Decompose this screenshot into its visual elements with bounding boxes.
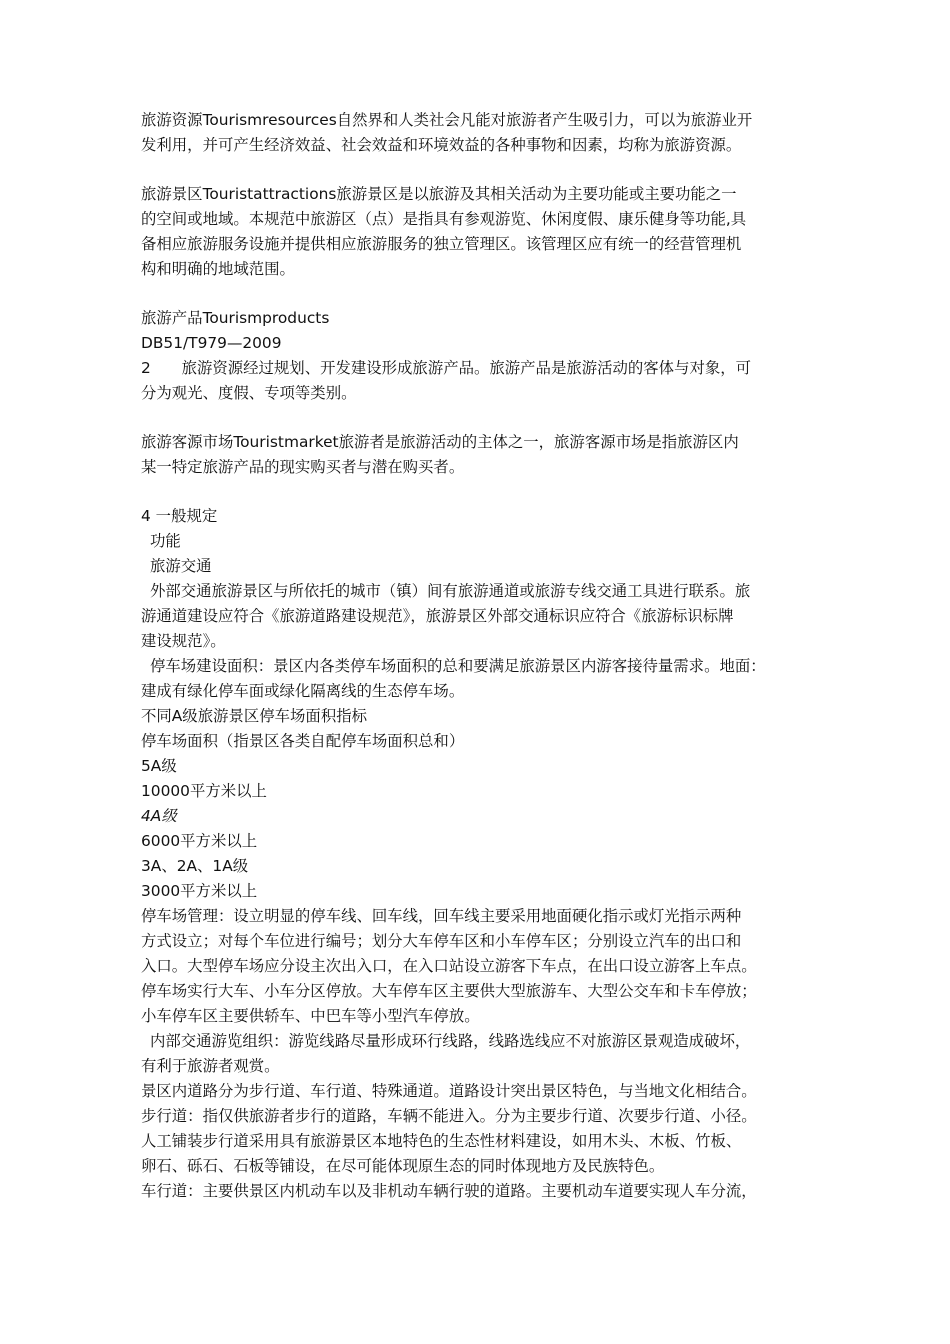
- table-cell-area: 6000平方米以上: [141, 832, 258, 850]
- table-cell-area: 3000平方米以上: [141, 882, 258, 900]
- text-line: 旅游资源Tourismresources自然界和人类社会凡能对旅游者产生吸引力，可以为旅游业开: [141, 111, 753, 129]
- table-header: 停车场面积（指景区各类自配停车场面积总和）: [141, 732, 465, 750]
- paragraph-tourist-market: [141, 430, 831, 480]
- text-line: 的空间或地域。本规范中旅游区（点）是指具有参观游览、休闲度假、康乐健身等功能,具: [141, 210, 747, 228]
- text-line: 2 旅游资源经过规划、开发建设形成旅游产品。旅游产品是旅游活动的客体与对象，可: [141, 359, 752, 377]
- paragraph-tourism-products: [141, 306, 831, 406]
- text-line: 旅游产品Tourismproducts: [141, 309, 330, 327]
- section-general-rules: [141, 504, 831, 1204]
- subheading-function: 功能: [150, 532, 181, 550]
- table-cell-level: 5A级: [141, 757, 177, 775]
- text-line: 景区内道路分为步行道、车行道、特殊通道。道路设计突出景区特色，与当地文化相结合。: [141, 1082, 757, 1100]
- paragraph-tourism-resources: [141, 108, 831, 158]
- paragraph-tourist-attractions: [141, 182, 831, 282]
- text-line: 旅游景区Touristattractions旅游景区是以旅游及其相关活动为主要功能或主要功能之一: [141, 185, 737, 203]
- text-line: 发利用，并可产生经济效益、社会效益和环境效益的各种事物和因素，均称为旅游资源。: [141, 136, 742, 154]
- page-header-code: DB51/T979—2009: [141, 334, 282, 352]
- text-line: 步行道：指仅供旅游者步行的道路，车辆不能进入。分为主要步行道、次要步行道、小径。: [141, 1107, 757, 1125]
- text-line: 有利于旅游者观赏。: [141, 1057, 280, 1075]
- text-line: 方式设立；对每个车位进行编号；划分大车停车区和小车停车区；分别设立汽车的出口和: [141, 932, 742, 950]
- text-line: 内部交通游览组织：游览线路尽量形成环行线路，线路选线应不对旅游区景观造成破坏，: [150, 1032, 751, 1050]
- text-line: 车行道：主要供景区内机动车以及非机动车辆行驶的道路。主要机动车道要实现人车分流，: [141, 1182, 757, 1200]
- section-heading: 4 一般规定: [141, 507, 218, 525]
- text-line: 分为观光、度假、专项等类别。: [141, 384, 357, 402]
- text-line: 小车停车区主要供轿车、中巴车等小型汽车停放。: [141, 1007, 480, 1025]
- table-title: 不同A级旅游景区停车场面积指标: [141, 707, 367, 725]
- text-line: 卵石、砾石、石板等铺设，在尽可能体现原生态的同时体现地方及民族特色。: [141, 1157, 665, 1175]
- text-line: 备相应旅游服务设施并提供相应旅游服务的独立管理区。该管理区应有统一的经营管理机: [141, 235, 742, 253]
- text-line: 停车场管理：设立明显的停车线、回车线，回车线主要采用地面硬化指示或灯光指示两种: [141, 907, 742, 925]
- text-line: 外部交通旅游景区与所依托的城市（镇）间有旅游通道或旅游专线交通工具进行联系。旅: [150, 582, 751, 600]
- text-line: 某一特定旅游产品的现实购买者与潜在购买者。: [141, 458, 465, 476]
- table-cell-level: 3A、2A、1A级: [141, 857, 249, 875]
- table-cell-area: 10000平方米以上: [141, 782, 267, 800]
- text-line: 建设规范》。: [141, 632, 226, 650]
- text-line: 旅游客源市场Touristmarket旅游者是旅游活动的主体之一，旅游客源市场是指旅游区内: [141, 433, 739, 451]
- text-line: 建成有绿化停车面或绿化隔离线的生态停车场。: [141, 682, 465, 700]
- text-line: 构和明确的地域范围。: [141, 260, 295, 278]
- subheading-transport: 旅游交通: [150, 557, 212, 575]
- text-line: 游通道建设应符合《旅游道路建设规范》，旅游景区外部交通标识应符合《旅游标识标牌: [141, 607, 734, 625]
- text-line: 停车场建设面积：景区内各类停车场面积的总和要满足旅游景区内游客接待量需求。地面：: [150, 657, 766, 675]
- text-line: 人工铺装步行道采用具有旅游景区本地特色的生态性材料建设，如用木头、木板、竹板、: [141, 1132, 742, 1150]
- document-page: [141, 108, 831, 1204]
- table-cell-level: 4A级: [141, 807, 177, 825]
- text-line: 停车场实行大车、小车分区停放。大车停车区主要供大型旅游车、大型公交车和卡车停放；: [141, 982, 757, 1000]
- text-line: 入口。大型停车场应分设主次出入口，在入口站设立游客下车点，在出口设立游客上车点。: [141, 957, 757, 975]
